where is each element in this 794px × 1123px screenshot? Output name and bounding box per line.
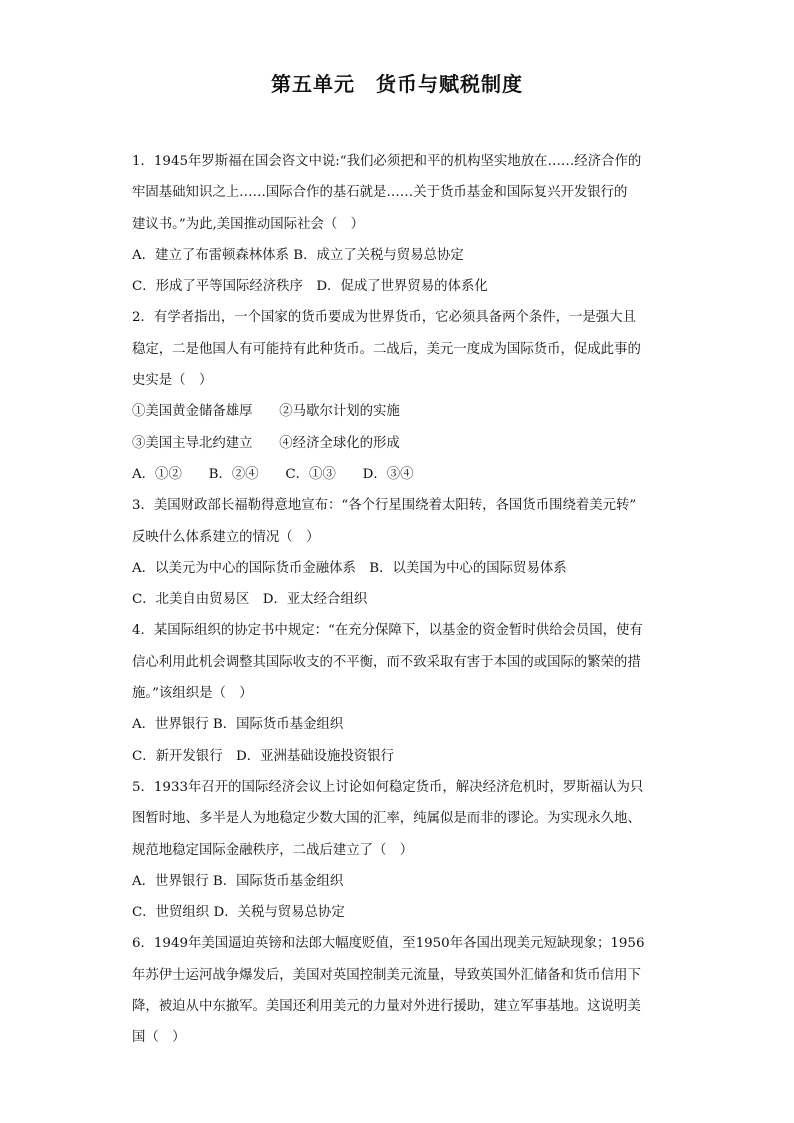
text-line: 图暂时地、多半是人为地稳定少数大国的汇率，纯属似是而非的谬论。为实现永久地、 <box>132 811 641 827</box>
text-line: 1．1945年罗斯福在国会咨文中说:“我们必须把和平的机构坚实地放在……经济合作的 <box>132 154 642 169</box>
text-line: 降，被迫从中东撤军。美国还利用美元的力量对外进行援助，建立军事基地。这说明美 <box>132 999 641 1015</box>
text-line: 国（ ） <box>132 1030 186 1046</box>
text-line: C．北美自由贸易区 D．亚太经合组织 <box>132 592 368 608</box>
text-line: ③美国主导北约建立 ④经济全球化的形成 <box>132 435 400 451</box>
text-line: 建议书。”为此,美国推动国际社会（ ） <box>132 216 365 232</box>
text-line: 4．某国际组织的协定书中规定：“在充分保障下，以基金的资金暂时供给会员国，使有 <box>132 623 643 639</box>
text-line: 史实是（ ） <box>132 373 213 389</box>
text-line: C．形成了平等国际经济秩序 D．促成了世界贸易的体系化 <box>132 279 488 295</box>
text-line: A．世界银行 B．国际货币基金组织 <box>132 717 344 733</box>
text-line: ①美国黄金储备雄厚 ②马歇尔计划的实施 <box>132 404 400 420</box>
text-line: 稳定，二是他国人有可能持有此种货币。二战后，美元一度成为国际货币，促成此事的 <box>132 341 641 357</box>
page-title: 第五单元 货币与赋税制度 <box>271 72 523 96</box>
text-line: C．世贸组织 D．关税与贸易总协定 <box>132 905 345 921</box>
text-line: 牢固基础知识之上……国际合作的基石就是……关于货币基金和国际复兴开发银行的 <box>132 185 628 201</box>
text-line: 3．美国财政部长福勒得意地宣布：“各个行星围绕着太阳转，各国货币围绕着美元转” <box>132 498 637 514</box>
text-line: A．建立了布雷顿森林体系 B．成立了关税与贸易总协定 <box>132 247 464 263</box>
text-line: 2．有学者指出，一个国家的货币要成为世界货币，它必须具备两个条件，一是强大且 <box>132 310 636 326</box>
text-line: 施。”该组织是（ ） <box>132 686 253 702</box>
text-line: 反映什么体系建立的情况（ ） <box>132 529 320 545</box>
text-line: 信心利用此机会调整其国际收支的不平衡，而不致采取有害于本国的或国际的繁荣的措 <box>132 654 641 670</box>
text-line: 5．1933年召开的国际经济会议上讨论如何稳定货币，解决经济危机时，罗斯福认为只 <box>132 779 644 795</box>
text-line: 年苏伊士运河战争爆发后，美国对英国控制美元流量，导致英国外汇储备和货币信用下 <box>132 967 641 983</box>
text-line: 规范地稳定国际金融秩序，二战后建立了（ ） <box>132 842 414 858</box>
document-body <box>132 146 672 1054</box>
text-line: A．以美元为中心的国际货币金融体系 B．以美国为中心的国际贸易体系 <box>132 560 567 576</box>
text-line: C．新开发银行 D．亚洲基础设施投资银行 <box>132 748 395 764</box>
text-line: 6．1949年美国逼迫英镑和法郎大幅度贬值，至1950年各国出现美元短缺现象；1956 <box>132 936 645 952</box>
text-line: A．①② B．②④ C．①③ D．③④ <box>132 466 414 482</box>
text-line: A．世界银行 B．国际货币基金组织 <box>132 873 344 889</box>
